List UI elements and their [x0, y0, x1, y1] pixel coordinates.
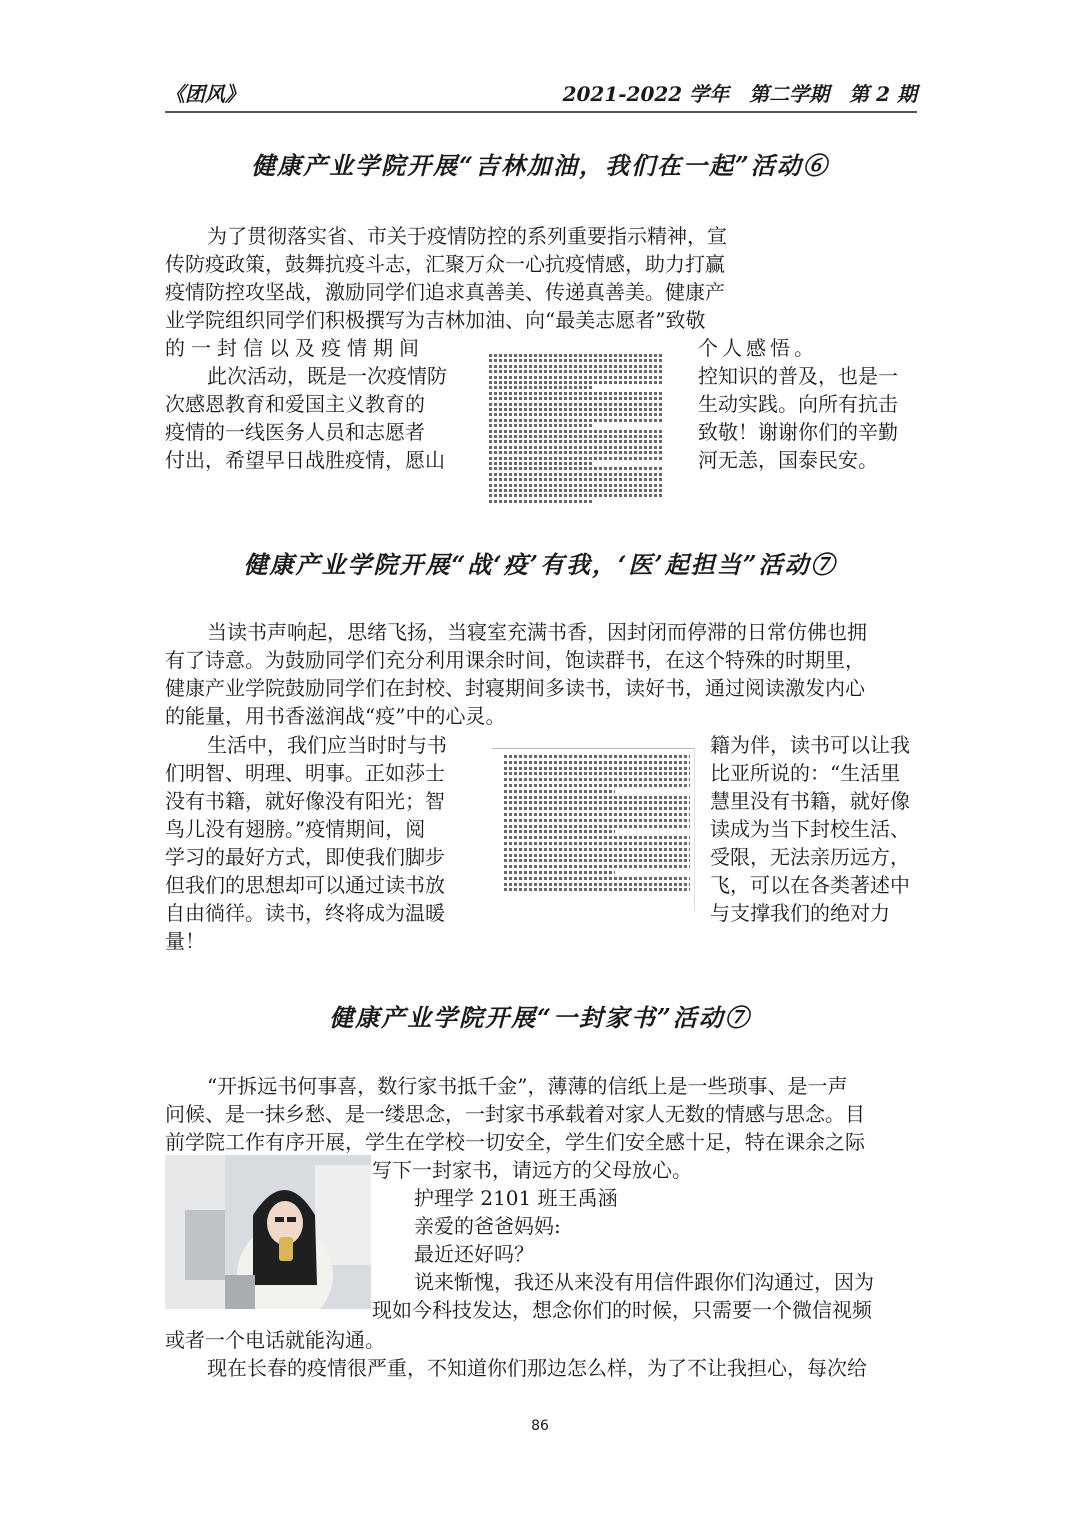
section1-intro	[165, 222, 917, 334]
thumbnail-text-row	[489, 424, 594, 427]
paragraph-line: 的能量，用书香滋润战“疫”中的心灵。	[165, 704, 506, 728]
journal-name: 《团风》	[165, 82, 245, 106]
thumbnail-text-row	[504, 842, 690, 845]
paragraph-line: 说来惭愧，我还从来没有用信件跟你们沟通过，因为	[414, 1270, 874, 1294]
thumbnail-text-row	[489, 359, 664, 362]
thumbnail-text-row	[489, 381, 664, 384]
column-line: 与支撑我们的绝对力	[710, 901, 890, 925]
paragraph-line: 写下一封家书，请远方的父母放心。	[372, 1158, 692, 1182]
thumbnail-text-row	[489, 403, 664, 406]
section2-intro	[165, 618, 917, 730]
thumbnail-text-row	[489, 462, 594, 465]
column-line: 慧里没有书籍，就好像	[710, 789, 910, 813]
thumbnail-text-row	[489, 413, 664, 416]
paragraph-line: 疫情防控攻坚战，激励同学们追求真善美、传递真善美。健康产	[165, 280, 725, 304]
thumbnail-text-row	[504, 848, 690, 851]
thumbnail-text-row	[504, 871, 615, 874]
thumbnail-text-row	[489, 386, 594, 389]
column-line: 籍为伴，读书可以让我	[710, 733, 910, 757]
thumbnail-text-row	[489, 478, 664, 481]
thumbnail-text-row	[504, 819, 690, 822]
section2-right-column	[710, 731, 920, 927]
column-line: 的一封信以及疫情期间	[165, 336, 425, 360]
section1-left-column	[165, 334, 465, 474]
section3-title: 健康产业学院开展“一封家书”活动⑦	[329, 1003, 751, 1032]
thumbnail-text-row	[489, 435, 664, 438]
column-line: 控知识的普及，也是一	[698, 364, 898, 388]
thumbnail-text-row	[489, 484, 664, 487]
thumbnail-text-row	[504, 772, 690, 775]
column-line: 读成为当下封校生活、	[710, 817, 910, 841]
thumbnail-text-row	[489, 440, 664, 443]
column-line: 次感恩教育和爱国主义教育的	[165, 392, 425, 416]
thumbnail-text-row	[504, 784, 690, 787]
letter-salutation: 亲爱的爸爸妈妈:	[414, 1214, 561, 1238]
thumbnail-text-row	[489, 467, 664, 470]
paragraph-line: 前学院工作有序开展，学生在学校一切安全，学生们安全感十足，特在课余之际	[165, 1130, 865, 1154]
column-line: 疫情的一线医务人员和志愿者	[165, 420, 425, 444]
thumbnail-text-row	[489, 376, 664, 379]
thumbnail-text-row	[489, 354, 664, 357]
thumbnail-text-row	[504, 883, 690, 886]
student-selfie-illustration	[165, 1155, 371, 1309]
thumbnail-text-row	[489, 457, 664, 460]
page-number: 86	[531, 1418, 549, 1434]
thumbnail-text-row	[489, 430, 664, 433]
paragraph-line: 当读书声响起，思绪飞扬，当寝室充满书香，因封闭而停滞的日常仿佛也拥	[207, 620, 867, 644]
paragraph-line: 有了诗意。为鼓励同学们充分利用课余时间，饱读群书，在这个特殊的时期里，	[165, 648, 865, 672]
thumbnail-text-row	[504, 778, 690, 781]
paragraph-line: 或者一个电话就能沟通。	[165, 1328, 385, 1352]
paragraph-line: 现在长春的疫情很严重，不知道你们那边怎么样，为了不让我担心，每次给	[207, 1356, 867, 1380]
column-line: 自由徜徉。读书，终将成为温暖	[165, 901, 445, 925]
thumbnail-text-row	[504, 888, 690, 891]
letter-author: 护理学 2101 班王禹涵	[414, 1186, 618, 1210]
section2-title: 健康产业学院开展“战‘疫’有我，‘医’起担当”活动⑦	[243, 550, 837, 579]
thumbnail-text-row	[489, 392, 664, 395]
paragraph-line: 为了贯彻落实省、市关于疫情防控的系列重要指示精神，宣	[207, 224, 727, 248]
section1-right-column	[698, 334, 923, 474]
section2-left-column	[165, 731, 475, 955]
thumbnail-text-row	[504, 761, 690, 764]
thumbnail-text-row	[489, 365, 664, 368]
column-line: 比亚所说的：“生活里	[710, 761, 901, 785]
thumbnail-text-row	[504, 865, 690, 868]
header-rule	[165, 111, 917, 113]
thumbnail-text-row	[504, 854, 690, 857]
column-line: 鸟儿没有翅膀。”疫情期间，阅	[165, 817, 426, 841]
column-line: 生活中，我们应当时时与书	[207, 733, 447, 757]
page-header	[165, 78, 917, 114]
thumbnail-text-row	[489, 494, 664, 497]
column-line: 学习的最好方式，即使我们脚步	[165, 845, 445, 869]
thumbnail-text-row	[504, 767, 690, 770]
column-line: 付出，希望早日战胜疫情，愿山	[165, 448, 445, 472]
thumbnail-text-row	[504, 813, 690, 816]
thumbnail-text-row	[489, 370, 664, 373]
thumbnail-text-row	[504, 877, 690, 880]
column-line: 们明智、明理、明事。正如莎士	[165, 761, 445, 785]
thumbnail-text-row	[504, 755, 690, 758]
thumbnail-text-row	[504, 807, 690, 810]
paragraph-line: 传防疫政策，鼓舞抗疫斗志，汇聚万众一心抗疫情感，助力打赢	[165, 252, 725, 276]
column-line: 致敬！谢谢你们的辛勤	[698, 420, 898, 444]
student-photo	[165, 1155, 371, 1309]
letter-continued	[165, 1326, 917, 1382]
paragraph-line: “开拆远书何事喜，数行家书抵千金”，薄薄的信纸上是一些琐事、是一声	[207, 1074, 848, 1098]
thumbnail-text-row	[504, 796, 690, 799]
thumbnail-text-row	[489, 419, 664, 422]
letter-document-image	[487, 348, 677, 506]
thumbnail-text-row	[489, 451, 664, 454]
column-line: 没有书籍，就好像没有阳光；智	[165, 789, 445, 813]
thumbnail-text-row	[504, 859, 690, 862]
thumbnail-text-row	[504, 825, 690, 828]
column-line: 河无恙，国泰民安。	[698, 448, 878, 472]
section1-title: 健康产业学院开展“吉林加油，我们在一起”活动⑥	[251, 151, 829, 180]
thumbnail-text-row	[504, 830, 615, 833]
thumbnail-text-row	[489, 446, 664, 449]
paragraph-line: 健康产业学院鼓励同学们在封校、封寝期间多读书，读好书，通过阅读激发内心	[165, 676, 865, 700]
paragraph-line: 最近还好吗？	[414, 1242, 534, 1266]
thumbnail-text-row	[489, 408, 664, 411]
paragraph-line: 业学院组织同学们积极撰写为吉林加油、向“最美志愿者”致敬	[165, 308, 706, 332]
thumbnail-text-row	[504, 790, 615, 793]
column-line: 量！	[165, 929, 205, 953]
column-line: 飞，可以在各类著述中	[710, 873, 910, 897]
letter-beside-photo	[372, 1156, 917, 1324]
thumbnail-text-row	[489, 473, 664, 476]
reading-notes-image	[492, 748, 695, 911]
issue-info: 2021-2022 学年 第二学期 第 2 期	[562, 82, 917, 106]
paragraph-line: 现如今科技发达，想念你们的时候，只需要一个微信视频	[372, 1298, 872, 1322]
thumbnail-text-row	[504, 836, 690, 839]
column-line: 个人感悟。	[698, 336, 818, 360]
column-line: 但我们的思想却可以通过读书放	[165, 873, 445, 897]
column-line: 此次活动，既是一次疫情防	[207, 364, 447, 388]
paragraph-line: 问候、是一抹乡愁、是一缕思念，一封家书承载着对家人无数的情感与思念。目	[165, 1102, 865, 1126]
thumbnail-text-row	[489, 500, 594, 503]
column-line: 受限，无法亲历远方，	[710, 845, 910, 869]
thumbnail-text-row	[489, 397, 664, 400]
section3-intro	[165, 1072, 917, 1156]
thumbnail-text-row	[504, 801, 690, 804]
column-line: 生动实践。向所有抗击	[698, 392, 898, 416]
thumbnail-text-row	[489, 489, 664, 492]
